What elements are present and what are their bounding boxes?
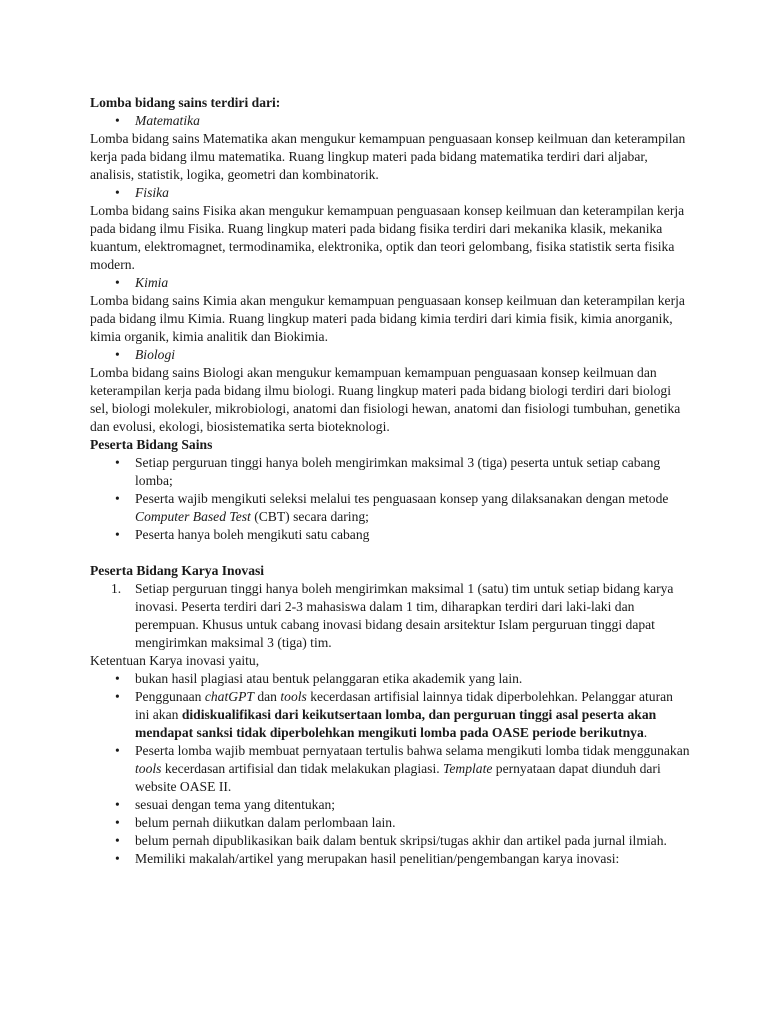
item-text: pernyataan dapat diunduh dari website OASE II. (135, 761, 661, 794)
karya-heading: Peserta Bidang Karya Inovasi (90, 563, 265, 578)
list-item (90, 742, 690, 796)
subject-title: Kimia (135, 275, 169, 290)
intro-heading: Lomba bidang sains terdiri dari: (90, 95, 281, 110)
bullet-icon: • (115, 347, 120, 362)
subject-title: Biologi (135, 347, 176, 362)
item-text-italic: Template (443, 761, 493, 776)
item-text: . (643, 725, 648, 740)
ketentuan-list (90, 670, 690, 868)
list-item: • belum pernah diikutkan dalam perlombaan lain. (90, 814, 690, 832)
item-text: Penggunaan (135, 689, 205, 704)
list-item: • Setiap perguruan tinggi hanya boleh mengirimkan maksimal 3 (tiga) peserta untuk setiap cabang lomba; (90, 454, 690, 490)
numbered-item (90, 580, 690, 652)
sains-list (90, 454, 690, 544)
karya-list (90, 580, 690, 652)
item-text: Setiap perguruan tinggi hanya boleh mengirimkan maksimal 1 (satu) tim untuk setiap bidang karya inovasi. Peserta terdiri dari 2-3 mahasiswa dalam 1 tim, diharapkan terdiri dari laki-laki dan perempuan. Khusus untuk cabang inovasi bidang desain arsitektur Islam perguruan tinggi dapat mengirimkan maksimal 3 (tiga) tim. (135, 581, 674, 650)
subject-title: Matematika (135, 113, 200, 128)
item-number: 1. (111, 581, 122, 596)
subject-title-kimia (90, 274, 690, 292)
list-item: • Memiliki makalah/artikel yang merupakan hasil penelitian/pengembangan karya inovasi: (90, 850, 690, 868)
subject-title-fisika (90, 184, 690, 202)
spacer (90, 544, 690, 562)
item-text: Peserta lomba wajib membuat pernyataan tertulis bahwa selama mengikuti lomba tidak menggunakan (135, 743, 690, 758)
list-item: • sesuai dengan tema yang ditentukan; (90, 796, 690, 814)
subject-title-matematika (90, 112, 690, 130)
item-text-italic: Computer Based Test (135, 509, 251, 524)
list-item (90, 688, 690, 742)
subject-description-fisika: Lomba bidang sains Fisika akan mengukur kemampuan penguasaan konsep keilmuan dan keterampilan kerja pada bidang ilmu Fisika. Ruang lingkup materi pada bidang fisika terdiri dari mekanika klasik, mekanika kuantum, elektromagnet, termodinamika, elektronika, optik dan teori gelombang, fisika statistik serta fisika modern. (90, 203, 685, 272)
item-text: dan (253, 689, 281, 704)
subject-title: Fisika (135, 185, 169, 200)
item-text: Peserta wajib mengikuti seleksi melalui tes penguasaan konsep yang dilaksanakan dengan metode (135, 491, 669, 506)
subject-description-kimia: Lomba bidang sains Kimia akan mengukur kemampuan penguasaan konsep keilmuan dan keterampilan kerja pada bidang ilmu Kimia. Ruang lingkup materi pada bidang kimia terdiri dari kimia fisik, kimia anorganik, kimia organik, kimia analitik dan Biokimia. (90, 293, 685, 344)
item-text-italic: tools (280, 689, 307, 704)
item-text-bold: didiskualifikasi dari keikutsertaan lomba, dan perguruan tinggi asal peserta akan mendapat sanksi tidak diperbolehkan mengikuti lomba pada OASE periode berikutnya (135, 707, 657, 740)
list-item (90, 490, 690, 526)
item-text: kecerdasan artifisial dan tidak melakukan plagiasi. (161, 761, 444, 776)
list-item: • Peserta hanya boleh mengikuti satu cabang (90, 526, 690, 544)
list-item: • belum pernah dipublikasikan baik dalam bentuk skripsi/tugas akhir dan artikel pada jurnal ilmiah. (90, 832, 690, 850)
item-text: kecerdasan artifisial lainnya tidak diperbolehkan. Pelanggar aturan ini akan (135, 689, 673, 722)
sains-heading: Peserta Bidang Sains (90, 437, 213, 452)
bullet-icon: • (115, 275, 120, 290)
item-text: (CBT) secara daring; (250, 509, 369, 524)
subject-title-biologi (90, 346, 690, 364)
item-text-italic: tools (135, 761, 162, 776)
list-item: • bukan hasil plagiasi atau bentuk pelanggaran etika akademik yang lain. (90, 670, 690, 688)
ketentuan-label: Ketentuan Karya inovasi yaitu, (90, 653, 260, 668)
document-page (90, 94, 690, 868)
bullet-icon: • (115, 185, 120, 200)
bullet-icon: • (115, 113, 120, 128)
subject-description-biologi: Lomba bidang sains Biologi akan mengukur kemampuan kemampuan penguasaan konsep keilmuan dan keterampilan kerja pada bidang ilmu biologi. Ruang lingkup materi pada bidang biologi terdiri dari biologi sel, biologi molekuler, mikrobiologi, anatomi dan fisiologi hewan, anatomi dan fisiologi tumbuhan, genetika dan evolusi, ekologi, biosistematika serta bioteknologi. (90, 365, 681, 434)
item-text-italic: chatGPT (204, 689, 254, 704)
subject-description-matematika: Lomba bidang sains Matematika akan mengukur kemampuan penguasaan konsep keilmuan dan keterampilan kerja pada bidang ilmu matematika. Ruang lingkup materi pada bidang matematika terdiri dari aljabar, analisis, statistik, logika, geometri dan kombinatorik. (90, 131, 686, 182)
